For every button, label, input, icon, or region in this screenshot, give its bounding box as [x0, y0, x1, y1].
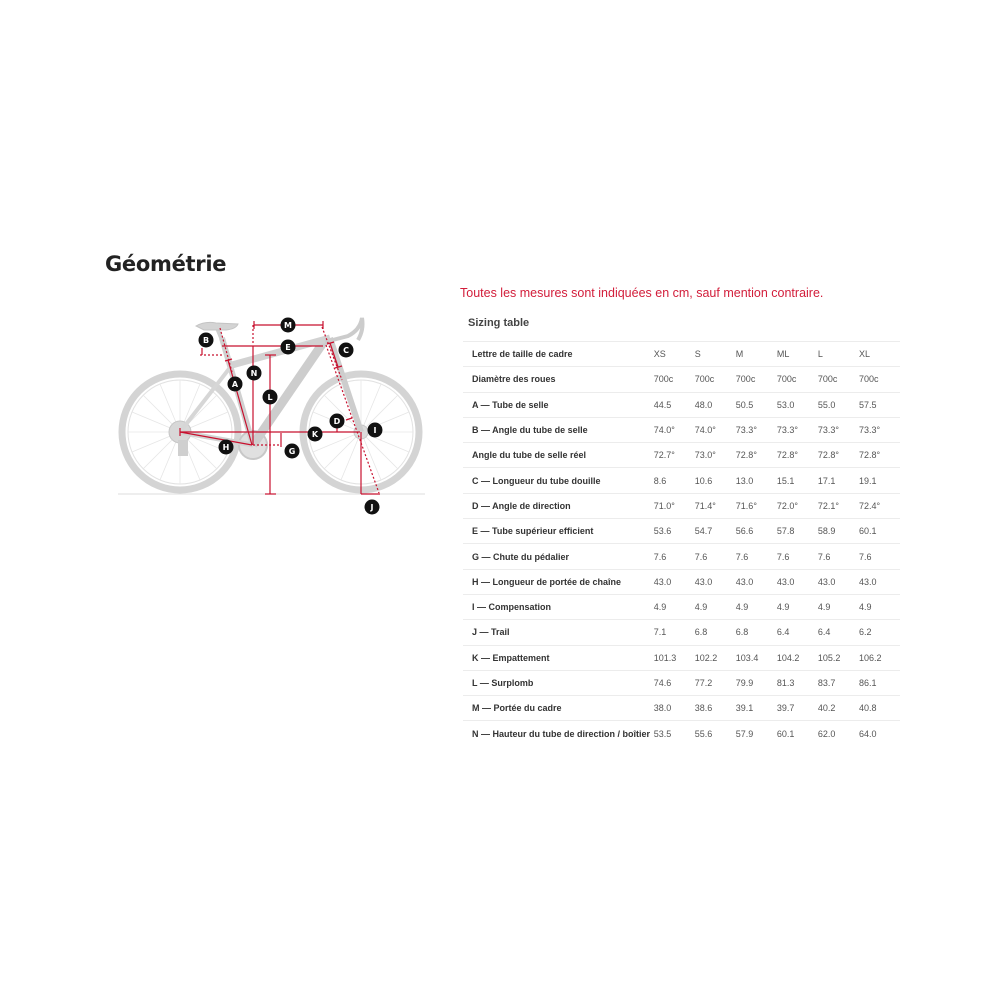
row-value: 44.5	[654, 392, 695, 417]
row-value: 57.9	[736, 721, 777, 746]
row-value: 72.7°	[654, 443, 695, 468]
row-value: 7.6	[654, 544, 695, 569]
marker-b	[199, 333, 214, 348]
row-value: 7.6	[859, 544, 900, 569]
row-value: 15.1	[777, 468, 818, 493]
svg-text:E: E	[285, 343, 291, 352]
row-value: 72.1°	[818, 493, 859, 518]
row-value: 53.0	[777, 392, 818, 417]
row-value: 700c	[736, 367, 777, 392]
row-value: 60.1	[777, 721, 818, 746]
row-value: 700c	[654, 367, 695, 392]
table-row	[463, 392, 900, 417]
row-value: 72.4°	[859, 493, 900, 518]
row-value: 4.9	[818, 594, 859, 619]
row-value: 13.0	[736, 468, 777, 493]
row-value: 104.2	[777, 645, 818, 670]
table-row	[463, 645, 900, 670]
table-row	[463, 620, 900, 645]
row-value: 39.7	[777, 696, 818, 721]
row-value: 57.8	[777, 519, 818, 544]
table-row	[463, 493, 900, 518]
row-value: 55.6	[695, 721, 736, 746]
row-value: 43.0	[777, 569, 818, 594]
table-row	[463, 417, 900, 442]
row-value: 105.2	[818, 645, 859, 670]
row-label: A — Tube de selle	[463, 392, 654, 417]
table-row	[463, 670, 900, 695]
size-header-xl: XL	[859, 342, 900, 367]
row-value: 73.3°	[818, 417, 859, 442]
row-value: 4.9	[695, 594, 736, 619]
table-row	[463, 569, 900, 594]
row-value: 72.8°	[859, 443, 900, 468]
table-row	[463, 468, 900, 493]
row-value: 43.0	[695, 569, 736, 594]
svg-text:J: J	[370, 503, 374, 512]
row-value: 57.5	[859, 392, 900, 417]
row-label: K — Empattement	[463, 645, 654, 670]
row-value: 73.3°	[859, 417, 900, 442]
units-note: Toutes les mesures sont indiquées en cm, sauf mention contraire.	[460, 286, 824, 300]
size-header-xs: XS	[654, 342, 695, 367]
header-label: Lettre de taille de cadre	[463, 342, 654, 367]
row-value: 71.0°	[654, 493, 695, 518]
row-label: Diamètre des roues	[463, 367, 654, 392]
svg-text:C: C	[343, 346, 349, 355]
row-value: 50.5	[736, 392, 777, 417]
marker-m	[281, 318, 296, 333]
row-value: 43.0	[654, 569, 695, 594]
row-value: 64.0	[859, 721, 900, 746]
row-value: 43.0	[859, 569, 900, 594]
row-value: 6.2	[859, 620, 900, 645]
size-header-s: S	[695, 342, 736, 367]
row-value: 40.2	[818, 696, 859, 721]
row-value: 7.1	[654, 620, 695, 645]
svg-text:B: B	[202, 336, 210, 345]
row-value: 56.6	[736, 519, 777, 544]
row-value: 19.1	[859, 468, 900, 493]
row-value: 62.0	[818, 721, 859, 746]
marker-a	[228, 377, 243, 392]
row-value: 6.8	[736, 620, 777, 645]
marker-h	[219, 440, 234, 455]
table-row	[463, 519, 900, 544]
row-value: 43.0	[736, 569, 777, 594]
row-label: I — Compensation	[463, 594, 654, 619]
row-value: 106.2	[859, 645, 900, 670]
row-value: 700c	[859, 367, 900, 392]
row-value: 4.9	[736, 594, 777, 619]
table-row	[463, 367, 900, 392]
row-value: 7.6	[777, 544, 818, 569]
row-label: H — Longueur de portée de chaîne	[463, 569, 654, 594]
row-value: 86.1	[859, 670, 900, 695]
row-value: 43.0	[818, 569, 859, 594]
row-value: 58.9	[818, 519, 859, 544]
table-row	[463, 721, 900, 746]
row-label: N — Hauteur du tube de direction / boîtier	[463, 721, 654, 746]
row-value: 101.3	[654, 645, 695, 670]
row-value: 700c	[777, 367, 818, 392]
row-value: 39.1	[736, 696, 777, 721]
row-label: D — Angle de direction	[463, 493, 654, 518]
row-value: 74.0°	[654, 417, 695, 442]
row-value: 4.9	[654, 594, 695, 619]
row-value: 40.8	[859, 696, 900, 721]
svg-text:G: G	[288, 447, 296, 456]
row-value: 72.8°	[818, 443, 859, 468]
svg-text:H: H	[222, 443, 230, 452]
row-value: 102.2	[695, 645, 736, 670]
row-value: 83.7	[818, 670, 859, 695]
row-value: 72.8°	[777, 443, 818, 468]
table-row	[463, 696, 900, 721]
row-value: 4.9	[777, 594, 818, 619]
page-title: Géométrie	[105, 252, 227, 276]
marker-i	[368, 423, 383, 438]
marker-j	[365, 500, 380, 515]
row-label: G — Chute du pédalier	[463, 544, 654, 569]
row-value: 72.0°	[777, 493, 818, 518]
row-label: C — Longueur du tube douille	[463, 468, 654, 493]
table-row	[463, 544, 900, 569]
row-value: 48.0	[695, 392, 736, 417]
svg-text:K: K	[311, 430, 319, 439]
row-value: 73.3°	[777, 417, 818, 442]
row-value: 54.7	[695, 519, 736, 544]
marker-g	[285, 444, 300, 459]
row-label: L — Surplomb	[463, 670, 654, 695]
row-value: 73.0°	[695, 443, 736, 468]
row-value: 72.8°	[736, 443, 777, 468]
marker-k	[308, 427, 323, 442]
svg-text:N: N	[250, 369, 258, 378]
table-row	[463, 443, 900, 468]
row-value: 74.6	[654, 670, 695, 695]
row-value: 79.9	[736, 670, 777, 695]
row-label: M — Portée du cadre	[463, 696, 654, 721]
row-value: 38.0	[654, 696, 695, 721]
sizing-table-caption: Sizing table	[468, 317, 530, 329]
svg-text:A: A	[231, 380, 239, 389]
svg-text:M: M	[284, 321, 292, 330]
row-value: 700c	[695, 367, 736, 392]
row-label: B — Angle du tube de selle	[463, 417, 654, 442]
marker-e	[281, 340, 296, 355]
row-value: 81.3	[777, 670, 818, 695]
row-value: 71.6°	[736, 493, 777, 518]
row-value: 55.0	[818, 392, 859, 417]
row-value: 103.4	[736, 645, 777, 670]
row-value: 7.6	[818, 544, 859, 569]
row-label: Angle du tube de selle réel	[463, 443, 654, 468]
row-label: J — Trail	[463, 620, 654, 645]
marker-c	[339, 343, 354, 358]
row-value: 7.6	[695, 544, 736, 569]
row-value: 8.6	[654, 468, 695, 493]
row-value: 10.6	[695, 468, 736, 493]
row-value: 73.3°	[736, 417, 777, 442]
row-value: 4.9	[859, 594, 900, 619]
row-value: 60.1	[859, 519, 900, 544]
row-value: 6.4	[777, 620, 818, 645]
row-value: 17.1	[818, 468, 859, 493]
row-value: 700c	[818, 367, 859, 392]
marker-n	[247, 366, 262, 381]
marker-l	[263, 390, 278, 405]
row-value: 6.4	[818, 620, 859, 645]
row-value: 38.6	[695, 696, 736, 721]
svg-text:D: D	[333, 417, 341, 426]
marker-d	[330, 414, 345, 429]
table-row	[463, 594, 900, 619]
row-value: 7.6	[736, 544, 777, 569]
row-value: 71.4°	[695, 493, 736, 518]
bike-geometry-diagram	[110, 310, 430, 520]
svg-text:L: L	[267, 393, 273, 402]
row-label: E — Tube supérieur efficient	[463, 519, 654, 544]
table-header-row	[463, 342, 900, 367]
size-header-l: L	[818, 342, 859, 367]
sizing-table	[463, 341, 900, 746]
row-value: 77.2	[695, 670, 736, 695]
row-value: 53.5	[654, 721, 695, 746]
size-header-ml: ML	[777, 342, 818, 367]
svg-text:I: I	[373, 426, 377, 435]
size-header-m: M	[736, 342, 777, 367]
row-value: 53.6	[654, 519, 695, 544]
row-value: 6.8	[695, 620, 736, 645]
row-value: 74.0°	[695, 417, 736, 442]
